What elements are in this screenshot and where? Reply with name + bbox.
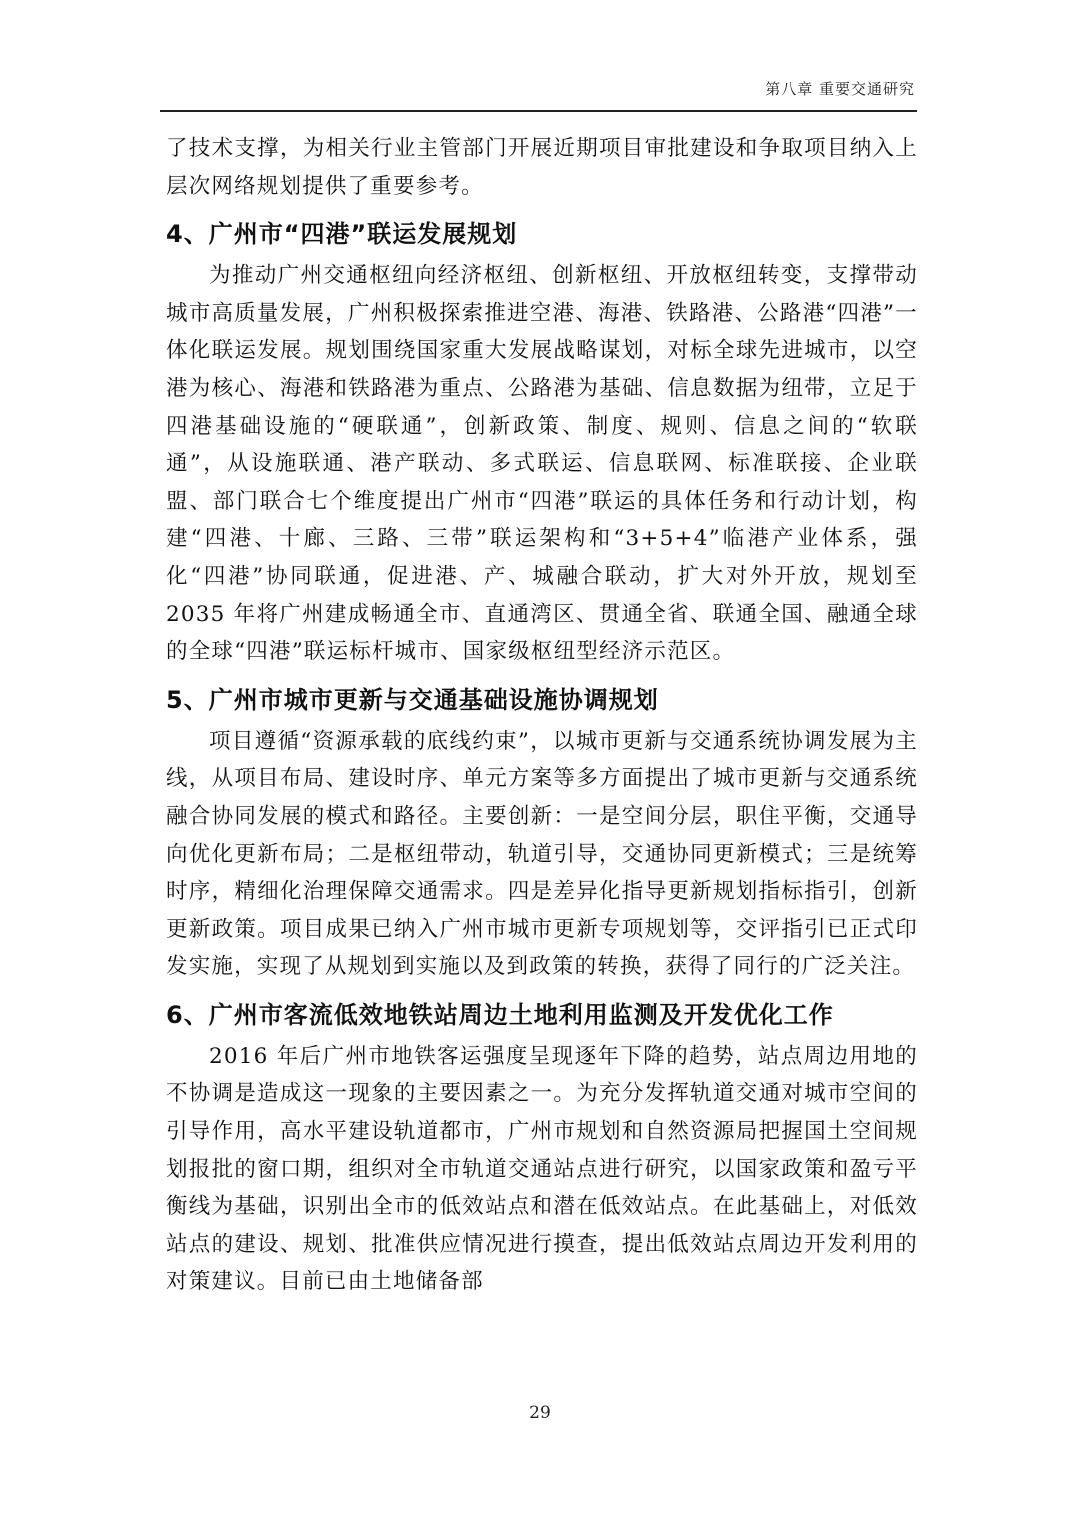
intro-paragraph: 了技术支撑，为相关行业主管部门开展近期项目审批建设和争取项目纳入上层次网络规划提供了重要参考。 bbox=[166, 136, 918, 199]
document-body bbox=[166, 130, 918, 1301]
section-4-body: 为推动广州交通枢纽向经济枢纽、创新枢纽、开放枢纽转变，支撑带动城市高质量发展，广州积极探索推进空港、海港、铁路港、公路港“四港”一体化联运发展。规划围绕国家重大发展战略谋划，对标全球先进城市，以空港为核心、海港和铁路港为重点、公路港为基础、信息数据为纽带，立足于四港基础设施的“硬联通”，创新政策、制度、规则、信息之间的“软联通”，从设施联通、港产联动、多式联运、信息联网、标准联接、企业联盟、部门联合七个维度提出广州市“四港”联运的具体任务和行动计划，构建“四港、十廊、三路、三带”联运架构和“3+5+4”临港产业体系，强化“四港”协同联通，促进港、产、城融合联动，扩大对外开放，规划至 2035 年将广州建成畅通全市、直通湾区、贯通全省、联通全国、融通全球的全球“四港”联运标杆城市、国家级枢纽型经济示范区。 bbox=[166, 263, 918, 665]
section-5-title: 5、广州市城市更新与交通基础设施协调规划 bbox=[166, 685, 659, 714]
section-5-body: 项目遵循“资源承载的底线约束”，以城市更新与交通系统协调发展为主线，从项目布局、建设时序、单元方案等多方面提出了城市更新与交通系统融合协同发展的模式和路径。主要创新：一是空间分层，职住平衡，交通导向优化更新布局；二是枢纽带动，轨道引导，交通协同更新模式；三是统筹时序，精细化治理保障交通需求。四是差异化指导更新规划指标指引，创新更新政策。项目成果已纳入广州市城市更新专项规划等，交评指引已正式印发实施，实现了从规划到实施以及到政策的转换，获得了同行的广泛关注。 bbox=[166, 728, 918, 980]
section-6-title: 6、广州市客流低效地铁站周边土地利用监测及开发优化工作 bbox=[166, 1000, 834, 1029]
page-header bbox=[160, 74, 917, 112]
page-number: 29 bbox=[529, 1403, 551, 1423]
section-4-title: 4、广州市“四港”联运发展规划 bbox=[166, 220, 518, 249]
chapter-title: 第八章 重要交通研究 bbox=[765, 80, 915, 98]
section-6-body: 2016 年后广州市地铁客运强度呈现逐年下降的趋势，站点周边用地的不协调是造成这一现象的主要因素之一。为充分发挥轨道交通对城市空间的引导作用，高水平建设轨道都市，广州市规划和自然资源局把握国土空间规划报批的窗口期，组织对全市轨道交通站点进行研究，以国家政策和盈亏平衡线为基础，识别出全市的低效站点和潜在低效站点。在此基础上，对低效站点的建设、规划、批准供应情况进行摸查，提出低效站点周边开发利用的对策建议。目前已由土地储备部 bbox=[166, 1043, 918, 1295]
